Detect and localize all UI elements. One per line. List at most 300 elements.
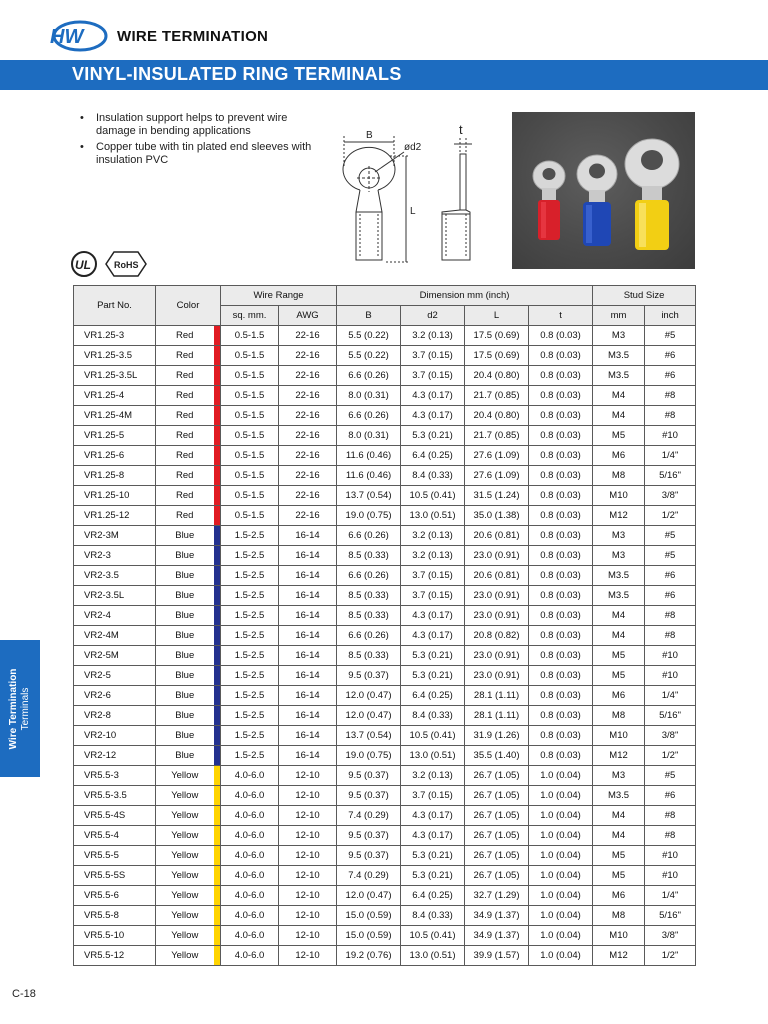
- cell-stud-mm: M4: [593, 386, 645, 406]
- cell-stud-inch: #8: [645, 806, 696, 826]
- cell-part-no: VR5.5-8: [74, 906, 156, 926]
- cell-color: Yellow: [156, 786, 214, 806]
- cell-dim-t: 0.8 (0.03): [529, 746, 593, 766]
- cell-sq-mm: 1.5-2.5: [221, 546, 279, 566]
- cell-color: Yellow: [156, 826, 214, 846]
- table-body: [74, 326, 696, 966]
- color-swatch: [214, 326, 221, 346]
- cell-dim-b: 9.5 (0.37): [337, 846, 401, 866]
- cell-dim-d2: 8.4 (0.33): [401, 706, 465, 726]
- color-swatch: [214, 786, 221, 806]
- cell-color: Red: [156, 346, 214, 366]
- cell-dim-t: 1.0 (0.04): [529, 806, 593, 826]
- cell-part-no: VR2-4M: [74, 626, 156, 646]
- barrel-outline: [356, 190, 382, 260]
- cell-dim-b: 8.0 (0.31): [337, 386, 401, 406]
- cell-dim-l: 35.0 (1.38): [465, 506, 529, 526]
- cell-sq-mm: 1.5-2.5: [221, 586, 279, 606]
- cell-stud-mm: M8: [593, 706, 645, 726]
- cell-stud-inch: #5: [645, 326, 696, 346]
- color-swatch: [214, 626, 221, 646]
- blue-terminal: [577, 155, 617, 246]
- cell-sq-mm: 1.5-2.5: [221, 746, 279, 766]
- cell-part-no: VR1.25-12: [74, 506, 156, 526]
- cell-awg: 22-16: [279, 386, 337, 406]
- cell-stud-mm: M12: [593, 506, 645, 526]
- table-row: [74, 506, 696, 526]
- ul-mark: UL: [75, 258, 91, 272]
- color-swatch: [214, 426, 221, 446]
- cell-dim-d2: 10.5 (0.41): [401, 726, 465, 746]
- cell-stud-mm: M5: [593, 426, 645, 446]
- cell-dim-d2: 13.0 (0.51): [401, 946, 465, 966]
- cell-part-no: VR5.5-5: [74, 846, 156, 866]
- cell-stud-mm: M10: [593, 926, 645, 946]
- cell-dim-t: 0.8 (0.03): [529, 726, 593, 746]
- cell-dim-d2: 4.3 (0.17): [401, 806, 465, 826]
- cell-part-no: VR5.5-5S: [74, 866, 156, 886]
- table-row: [74, 686, 696, 706]
- cell-stud-mm: M6: [593, 686, 645, 706]
- cell-part-no: VR2-3.5: [74, 566, 156, 586]
- cell-stud-mm: M3: [593, 546, 645, 566]
- cell-color: Blue: [156, 646, 214, 666]
- cell-color: Red: [156, 446, 214, 466]
- title-banner: [0, 60, 768, 90]
- cell-stud-inch: 1/2": [645, 946, 696, 966]
- cell-part-no: VR2-5M: [74, 646, 156, 666]
- cell-part-no: VR2-3.5L: [74, 586, 156, 606]
- cell-dim-l: 26.7 (1.05): [465, 846, 529, 866]
- cell-part-no: VR1.25-3: [74, 326, 156, 346]
- cell-dim-d2: 8.4 (0.33): [401, 906, 465, 926]
- cell-stud-mm: M3.5: [593, 346, 645, 366]
- cell-stud-mm: M4: [593, 626, 645, 646]
- cell-stud-inch: #5: [645, 526, 696, 546]
- feature-item: • Insulation support helps to prevent wire damage in bending applications: [78, 112, 318, 138]
- cell-stud-inch: #8: [645, 826, 696, 846]
- cell-color: Red: [156, 506, 214, 526]
- cell-dim-t: 0.8 (0.03): [529, 586, 593, 606]
- cell-stud-inch: 1/4": [645, 886, 696, 906]
- cell-sq-mm: 1.5-2.5: [221, 646, 279, 666]
- table-row: [74, 446, 696, 466]
- cell-stud-mm: M10: [593, 726, 645, 746]
- table-row: [74, 706, 696, 726]
- cell-dim-d2: 3.2 (0.13): [401, 546, 465, 566]
- cell-stud-mm: M4: [593, 826, 645, 846]
- cell-stud-inch: 3/8": [645, 726, 696, 746]
- cell-dim-d2: 13.0 (0.51): [401, 746, 465, 766]
- cell-dim-t: 0.8 (0.03): [529, 706, 593, 726]
- cell-dim-t: 0.8 (0.03): [529, 326, 593, 346]
- cell-dim-d2: 4.3 (0.17): [401, 606, 465, 626]
- cell-stud-inch: #8: [645, 386, 696, 406]
- color-swatch: [214, 586, 221, 606]
- cell-stud-inch: #10: [645, 866, 696, 886]
- color-swatch: [214, 526, 221, 546]
- cell-awg: 16-14: [279, 746, 337, 766]
- table-row: [74, 566, 696, 586]
- cell-dim-b: 19.0 (0.75): [337, 506, 401, 526]
- cell-stud-inch: 1/4": [645, 686, 696, 706]
- color-swatch: [214, 546, 221, 566]
- cell-stud-mm: M4: [593, 606, 645, 626]
- color-swatch: [214, 486, 221, 506]
- table-row: [74, 426, 696, 446]
- cell-dim-d2: 6.4 (0.25): [401, 886, 465, 906]
- cell-part-no: VR2-8: [74, 706, 156, 726]
- cell-sq-mm: 0.5-1.5: [221, 346, 279, 366]
- cell-stud-inch: #6: [645, 346, 696, 366]
- cell-dim-d2: 3.7 (0.15): [401, 566, 465, 586]
- cell-dim-l: 17.5 (0.69): [465, 326, 529, 346]
- table-row: [74, 546, 696, 566]
- cell-dim-t: 1.0 (0.04): [529, 926, 593, 946]
- color-swatch: [214, 606, 221, 626]
- cell-color: Blue: [156, 566, 214, 586]
- table-row: [74, 606, 696, 626]
- cell-color: Blue: [156, 666, 214, 686]
- cell-dim-b: 15.0 (0.59): [337, 906, 401, 926]
- cell-dim-b: 9.5 (0.37): [337, 766, 401, 786]
- cell-stud-mm: M3: [593, 326, 645, 346]
- cell-awg: 16-14: [279, 646, 337, 666]
- cell-stud-mm: M10: [593, 486, 645, 506]
- cell-dim-d2: 10.5 (0.41): [401, 926, 465, 946]
- cell-dim-b: 11.6 (0.46): [337, 446, 401, 466]
- color-swatch: [214, 746, 221, 766]
- header-stud-size: Stud Size: [593, 286, 696, 306]
- cell-awg: 12-10: [279, 946, 337, 966]
- cell-dim-l: 26.7 (1.05): [465, 766, 529, 786]
- cell-awg: 22-16: [279, 506, 337, 526]
- cell-dim-d2: 3.7 (0.15): [401, 366, 465, 386]
- cell-dim-b: 8.5 (0.33): [337, 646, 401, 666]
- cell-dim-d2: 4.3 (0.17): [401, 406, 465, 426]
- cell-dim-l: 26.7 (1.05): [465, 866, 529, 886]
- label-l: L: [410, 206, 416, 217]
- cell-sq-mm: 4.0-6.0: [221, 946, 279, 966]
- cell-sq-mm: 4.0-6.0: [221, 786, 279, 806]
- table-row: [74, 866, 696, 886]
- table-row: [74, 886, 696, 906]
- color-swatch: [214, 446, 221, 466]
- cell-sq-mm: 0.5-1.5: [221, 446, 279, 466]
- cell-stud-inch: #8: [645, 606, 696, 626]
- cell-sq-mm: 4.0-6.0: [221, 826, 279, 846]
- rohs-mark: RoHS: [114, 260, 139, 270]
- cell-stud-mm: M4: [593, 406, 645, 426]
- color-swatch: [214, 666, 221, 686]
- cell-color: Red: [156, 426, 214, 446]
- cell-part-no: VR2-5: [74, 666, 156, 686]
- header-mm: mm: [593, 306, 645, 326]
- cell-sq-mm: 4.0-6.0: [221, 846, 279, 866]
- cell-dim-l: 39.9 (1.57): [465, 946, 529, 966]
- cell-dim-l: 26.7 (1.05): [465, 806, 529, 826]
- cell-awg: 12-10: [279, 826, 337, 846]
- cell-stud-inch: #6: [645, 786, 696, 806]
- cell-dim-l: 26.7 (1.05): [465, 786, 529, 806]
- cell-dim-l: 35.5 (1.40): [465, 746, 529, 766]
- logo-text: HW: [50, 26, 84, 48]
- cell-color: Blue: [156, 746, 214, 766]
- header-inch: inch: [645, 306, 696, 326]
- cell-dim-d2: 5.3 (0.21): [401, 646, 465, 666]
- color-swatch: [214, 566, 221, 586]
- cell-part-no: VR1.25-3.5L: [74, 366, 156, 386]
- cell-dim-l: 23.0 (0.91): [465, 646, 529, 666]
- label-d2: ød2: [404, 142, 422, 153]
- cell-part-no: VR2-3M: [74, 526, 156, 546]
- cell-dim-l: 23.0 (0.91): [465, 546, 529, 566]
- cell-dim-t: 0.8 (0.03): [529, 546, 593, 566]
- cell-stud-mm: M5: [593, 846, 645, 866]
- ring-terminal-drawing: [330, 122, 510, 272]
- section-title: WIRE TERMINATION: [117, 28, 269, 45]
- cell-color: Red: [156, 466, 214, 486]
- table-row: [74, 926, 696, 946]
- cell-dim-d2: 10.5 (0.41): [401, 486, 465, 506]
- cell-dim-d2: 13.0 (0.51): [401, 506, 465, 526]
- cell-awg: 16-14: [279, 526, 337, 546]
- cell-part-no: VR1.25-3.5: [74, 346, 156, 366]
- cell-awg: 16-14: [279, 546, 337, 566]
- cell-dim-b: 12.0 (0.47): [337, 886, 401, 906]
- cell-stud-inch: #5: [645, 546, 696, 566]
- cell-dim-l: 27.6 (1.09): [465, 466, 529, 486]
- cell-stud-inch: 1/2": [645, 746, 696, 766]
- feature-list: [78, 112, 318, 170]
- cell-awg: 22-16: [279, 466, 337, 486]
- cell-dim-t: 0.8 (0.03): [529, 626, 593, 646]
- cell-stud-mm: M3.5: [593, 586, 645, 606]
- cell-stud-inch: 5/16": [645, 706, 696, 726]
- cell-dim-b: 11.6 (0.46): [337, 466, 401, 486]
- cell-dim-d2: 3.2 (0.13): [401, 326, 465, 346]
- table-row: [74, 666, 696, 686]
- cell-stud-inch: #8: [645, 626, 696, 646]
- cell-sq-mm: 0.5-1.5: [221, 406, 279, 426]
- cell-dim-l: 21.7 (0.85): [465, 386, 529, 406]
- cell-dim-b: 8.0 (0.31): [337, 426, 401, 446]
- table-header: [74, 286, 696, 326]
- cell-dim-b: 15.0 (0.59): [337, 926, 401, 946]
- color-swatch: [214, 846, 221, 866]
- cell-dim-b: 13.7 (0.54): [337, 726, 401, 746]
- cell-stud-inch: #6: [645, 586, 696, 606]
- cell-dim-t: 0.8 (0.03): [529, 486, 593, 506]
- label-t: t: [459, 122, 463, 137]
- cell-part-no: VR1.25-8: [74, 466, 156, 486]
- page-title: VINYL-INSULATED RING TERMINALS: [72, 64, 402, 84]
- table-row: [74, 826, 696, 846]
- table-row: [74, 626, 696, 646]
- cell-dim-t: 0.8 (0.03): [529, 646, 593, 666]
- cell-dim-t: 0.8 (0.03): [529, 346, 593, 366]
- cell-part-no: VR5.5-12: [74, 946, 156, 966]
- cell-sq-mm: 4.0-6.0: [221, 906, 279, 926]
- cell-awg: 22-16: [279, 426, 337, 446]
- cell-dim-b: 8.5 (0.33): [337, 586, 401, 606]
- cell-dim-b: 8.5 (0.33): [337, 546, 401, 566]
- cell-awg: 12-10: [279, 766, 337, 786]
- cell-awg: 16-14: [279, 606, 337, 626]
- cell-color: Blue: [156, 546, 214, 566]
- cell-color: Blue: [156, 626, 214, 646]
- color-swatch: [214, 926, 221, 946]
- cell-color: Red: [156, 386, 214, 406]
- color-swatch: [214, 686, 221, 706]
- cell-dim-t: 1.0 (0.04): [529, 946, 593, 966]
- color-swatch: [214, 946, 221, 966]
- cell-awg: 16-14: [279, 666, 337, 686]
- cell-awg: 16-14: [279, 706, 337, 726]
- cell-awg: 16-14: [279, 586, 337, 606]
- cell-part-no: VR2-12: [74, 746, 156, 766]
- cell-sq-mm: 1.5-2.5: [221, 606, 279, 626]
- cell-color: Red: [156, 366, 214, 386]
- cell-part-no: VR5.5-4: [74, 826, 156, 846]
- cell-awg: 12-10: [279, 786, 337, 806]
- cell-stud-mm: M12: [593, 746, 645, 766]
- cell-dim-l: 28.1 (1.11): [465, 686, 529, 706]
- cell-dim-t: 0.8 (0.03): [529, 446, 593, 466]
- cell-sq-mm: 0.5-1.5: [221, 506, 279, 526]
- cell-color: Blue: [156, 586, 214, 606]
- cell-part-no: VR2-4: [74, 606, 156, 626]
- cell-color: Blue: [156, 706, 214, 726]
- cell-dim-d2: 5.3 (0.21): [401, 846, 465, 866]
- cell-dim-l: 27.6 (1.09): [465, 446, 529, 466]
- color-swatch: [214, 646, 221, 666]
- cell-dim-l: 32.7 (1.29): [465, 886, 529, 906]
- hw-logo: [44, 20, 108, 52]
- color-swatch: [214, 346, 221, 366]
- cell-awg: 22-16: [279, 326, 337, 346]
- table-row: [74, 726, 696, 746]
- cell-sq-mm: 0.5-1.5: [221, 466, 279, 486]
- side-view-tongue: [460, 154, 466, 210]
- cell-stud-mm: M3.5: [593, 366, 645, 386]
- cell-dim-l: 26.7 (1.05): [465, 826, 529, 846]
- cell-stud-mm: M3: [593, 526, 645, 546]
- header-t: t: [529, 306, 593, 326]
- cell-sq-mm: 1.5-2.5: [221, 706, 279, 726]
- cell-dim-l: 23.0 (0.91): [465, 586, 529, 606]
- color-swatch: [214, 466, 221, 486]
- cell-dim-l: 20.8 (0.82): [465, 626, 529, 646]
- cell-dim-b: 6.6 (0.26): [337, 406, 401, 426]
- cell-part-no: VR5.5-3.5: [74, 786, 156, 806]
- cell-sq-mm: 1.5-2.5: [221, 626, 279, 646]
- cell-dim-d2: 6.4 (0.25): [401, 686, 465, 706]
- cell-dim-d2: 3.7 (0.15): [401, 346, 465, 366]
- cell-dim-l: 20.4 (0.80): [465, 366, 529, 386]
- cell-stud-mm: M3.5: [593, 566, 645, 586]
- color-swatch: [214, 726, 221, 746]
- cell-dim-b: 7.4 (0.29): [337, 866, 401, 886]
- header-wire-range: Wire Range: [221, 286, 337, 306]
- cell-sq-mm: 1.5-2.5: [221, 566, 279, 586]
- cell-sq-mm: 0.5-1.5: [221, 366, 279, 386]
- header-b: B: [337, 306, 401, 326]
- cell-dim-b: 13.7 (0.54): [337, 486, 401, 506]
- cell-stud-inch: 3/8": [645, 486, 696, 506]
- cell-dim-b: 6.6 (0.26): [337, 626, 401, 646]
- cell-color: Yellow: [156, 766, 214, 786]
- cell-dim-d2: 6.4 (0.25): [401, 446, 465, 466]
- cell-dim-t: 1.0 (0.04): [529, 826, 593, 846]
- cell-awg: 12-10: [279, 846, 337, 866]
- cell-dim-b: 19.0 (0.75): [337, 746, 401, 766]
- header-awg: AWG: [279, 306, 337, 326]
- color-swatch: [214, 866, 221, 886]
- table-row: [74, 386, 696, 406]
- cell-color: Yellow: [156, 846, 214, 866]
- yellow-terminal: [625, 139, 679, 250]
- product-photo: [512, 112, 695, 269]
- cell-color: Yellow: [156, 866, 214, 886]
- cell-dim-l: 17.5 (0.69): [465, 346, 529, 366]
- cell-awg: 22-16: [279, 406, 337, 426]
- red-terminal: [533, 161, 565, 240]
- cell-part-no: VR5.5-3: [74, 766, 156, 786]
- cell-stud-mm: M5: [593, 646, 645, 666]
- color-swatch: [214, 706, 221, 726]
- cell-dim-t: 0.8 (0.03): [529, 506, 593, 526]
- cell-sq-mm: 0.5-1.5: [221, 486, 279, 506]
- cell-dim-d2: 3.2 (0.13): [401, 526, 465, 546]
- color-swatch: [214, 886, 221, 906]
- color-swatch: [214, 826, 221, 846]
- cell-sq-mm: 4.0-6.0: [221, 886, 279, 906]
- cell-dim-l: 31.9 (1.26): [465, 726, 529, 746]
- cell-sq-mm: 1.5-2.5: [221, 686, 279, 706]
- cell-color: Red: [156, 406, 214, 426]
- cell-part-no: VR1.25-4M: [74, 406, 156, 426]
- color-swatch: [214, 406, 221, 426]
- cell-part-no: VR1.25-5: [74, 426, 156, 446]
- cell-awg: 16-14: [279, 726, 337, 746]
- cell-dim-d2: 3.7 (0.15): [401, 786, 465, 806]
- cell-awg: 16-14: [279, 626, 337, 646]
- cell-sq-mm: 4.0-6.0: [221, 766, 279, 786]
- side-tab[interactable]: [0, 640, 40, 777]
- cell-stud-inch: 1/2": [645, 506, 696, 526]
- table-row: [74, 346, 696, 366]
- cell-part-no: VR5.5-10: [74, 926, 156, 946]
- header-part-no: Part No.: [74, 286, 156, 326]
- cell-awg: 12-10: [279, 886, 337, 906]
- cell-awg: 12-10: [279, 806, 337, 826]
- table-row: [74, 466, 696, 486]
- cell-awg: 16-14: [279, 566, 337, 586]
- table-row: [74, 646, 696, 666]
- cell-stud-mm: M12: [593, 946, 645, 966]
- table-row: [74, 746, 696, 766]
- cell-stud-mm: M6: [593, 446, 645, 466]
- cell-stud-mm: M8: [593, 466, 645, 486]
- cell-color: Yellow: [156, 806, 214, 826]
- cell-awg: 16-14: [279, 686, 337, 706]
- cell-color: Blue: [156, 526, 214, 546]
- cell-sq-mm: 1.5-2.5: [221, 526, 279, 546]
- cell-part-no: VR5.5-6: [74, 886, 156, 906]
- cell-dim-t: 0.8 (0.03): [529, 686, 593, 706]
- cell-dim-t: 1.0 (0.04): [529, 786, 593, 806]
